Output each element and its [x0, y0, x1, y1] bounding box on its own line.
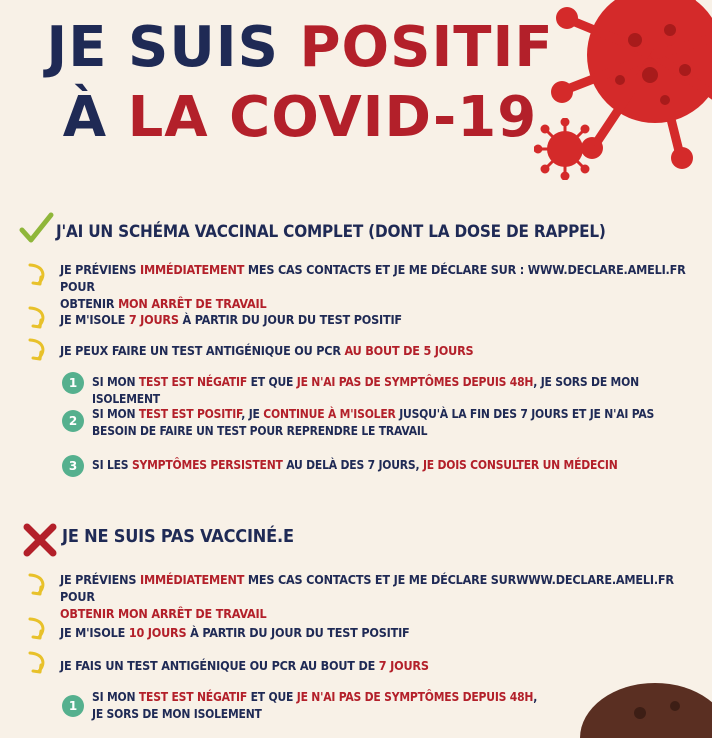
case-negative: SI MON TEST EST NÉGATIF ET QUE JE N'AI PAS DE SYMPTÔMES DEPUIS 48H, JE SORS DE MON ISOLEMENT: [92, 690, 538, 721]
case-number-badge: 2: [62, 410, 84, 432]
curved-arrow-icon: [26, 650, 52, 676]
curved-arrow-icon: [26, 305, 52, 331]
case-number-badge: 1: [62, 695, 84, 717]
curved-arrow-icon: [26, 616, 52, 642]
case-number-badge: 3: [62, 455, 84, 477]
page-title-line-2: À LA COVID-19: [62, 85, 538, 150]
step-test: JE PEUX FAIRE UN TEST ANTIGÉNIQUE OU PCR AU BOUT DE 5 JOURS: [60, 343, 474, 358]
step-declare: JE PRÉVIENS IMMÉDIATEMENT MES CAS CONTACTS ET JE ME DÉCLARE SUR : WWW.DECLARE.AMELI.FR POUR OBTENIR MON ARRÊT DE TRAVAIL: [60, 262, 686, 311]
curved-arrow-icon: [26, 262, 52, 288]
step-test: JE FAIS UN TEST ANTIGÉNIQUE OU PCR AU BOUT DE 7 JOURS: [60, 658, 429, 673]
step-isolate: JE M'ISOLE 10 JOURS À PARTIR DU JOUR DU TEST POSITIF: [60, 625, 410, 640]
section-heading-vaccinated: J'AI UN SCHÉMA VACCINAL COMPLET (DONT LA DOSE DE RAPPEL): [56, 222, 606, 242]
case-positive: SI MON TEST EST POSITIF, JE CONTINUE À M'ISOLER JUSQU'À LA FIN DES 7 JOURS ET JE N'AI PAS BESOIN DE FAIRE UN TEST POUR REPRENDRE LE TRAVAIL: [92, 407, 655, 438]
case-number-badge: 1: [62, 372, 84, 394]
curved-arrow-icon: [26, 572, 52, 598]
curved-arrow-icon: [26, 337, 52, 363]
step-declare: JE PRÉVIENS IMMÉDIATEMENT MES CAS CONTACTS ET JE ME DÉCLARE SURWWW.DECLARE.AMELI.FR POUR OBTENIR MON ARRÊT DE TRAVAIL: [60, 572, 674, 621]
step-isolate: JE M'ISOLE 7 JOURS À PARTIR DU JOUR DU TEST POSITIF: [60, 312, 402, 327]
page-title-line-1: JE SUIS POSITIF: [46, 15, 554, 80]
section-heading-not-vaccinated: JE NE SUIS PAS VACCINÉ.E: [62, 526, 294, 547]
case-negative: SI MON TEST EST NÉGATIF ET QUE JE N'AI PAS DE SYMPTÔMES DEPUIS 48H, JE SORS DE MON ISOLEMENT: [92, 375, 639, 406]
cross-icon: [22, 522, 58, 558]
check-icon: [18, 210, 54, 246]
case-persist: SI LES SYMPTÔMES PERSISTENT AU DELÀ DES 7 JOURS, JE DOIS CONSULTER UN MÉDECIN: [92, 458, 618, 472]
